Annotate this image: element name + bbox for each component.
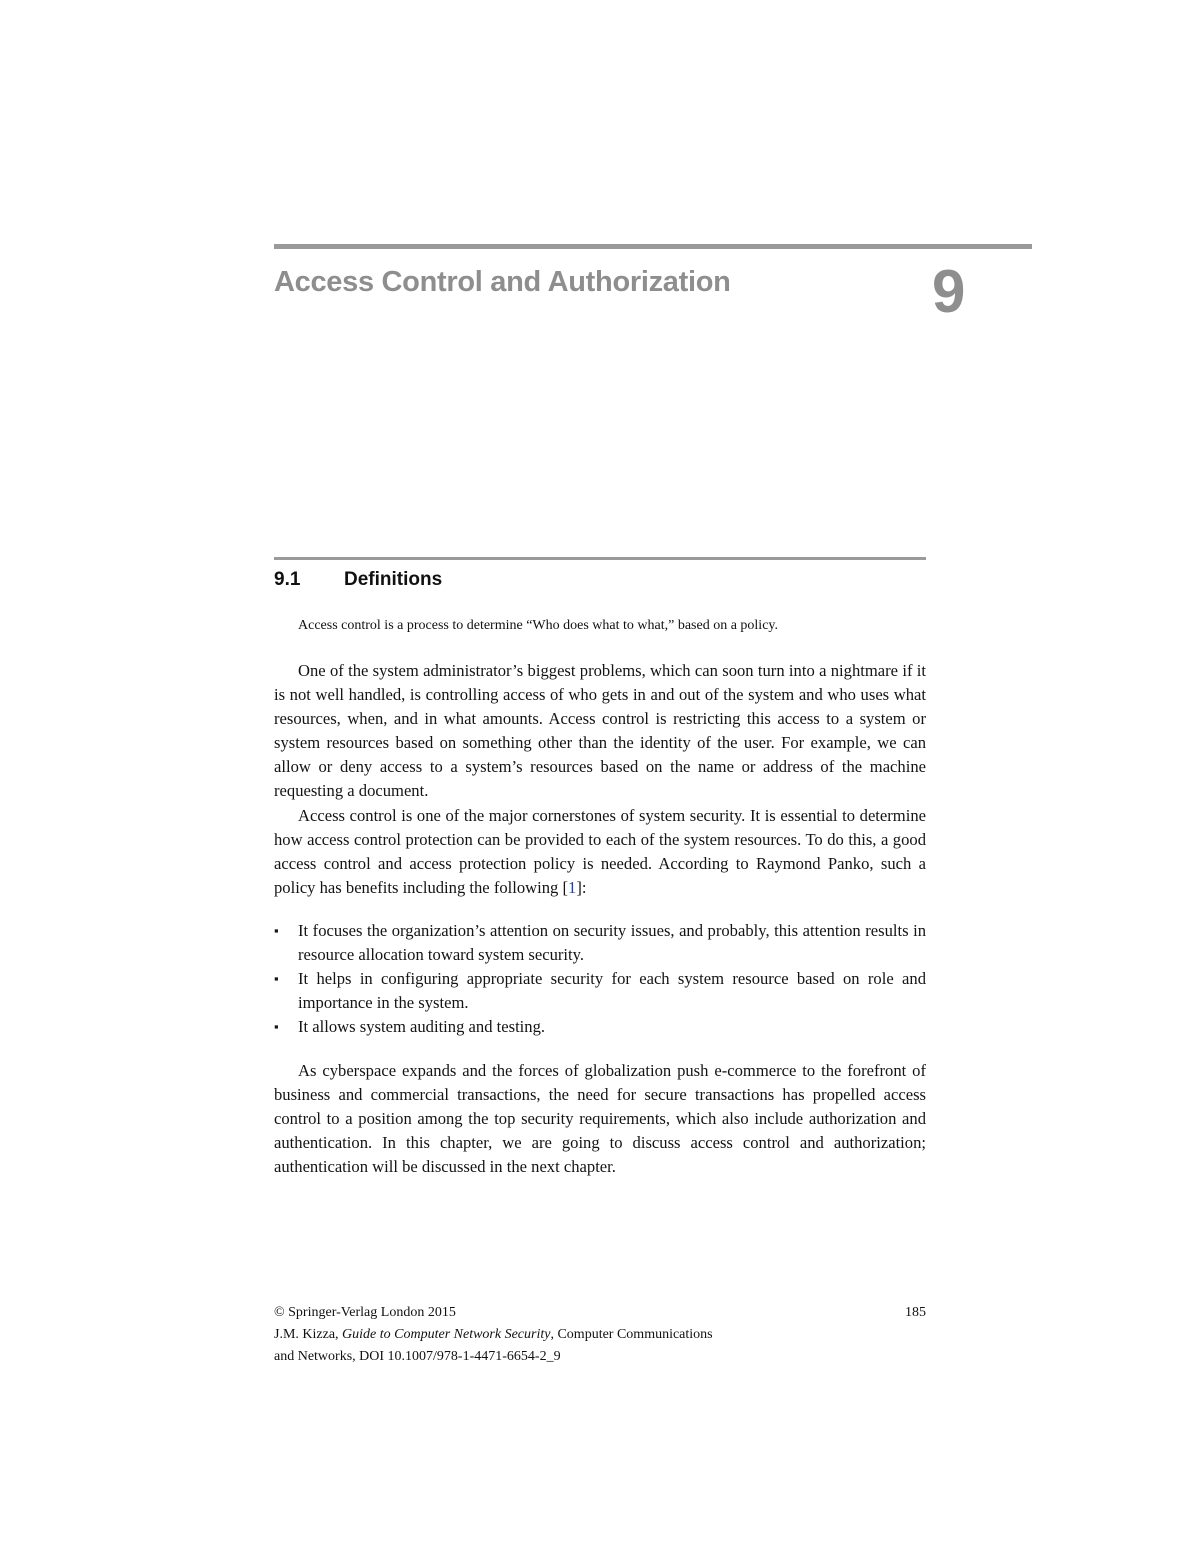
page-footer (274, 1302, 926, 1368)
footer-book-title: Guide to Computer Network Security (342, 1327, 551, 1342)
paragraph-3: As cyberspace expands and the forces of globalization push e-commerce to the forefront of business and commercial transactions, the need for secure transactions has propelled access control to a position among the top security requirements, which also include authorization and authentication. In this chapter, we are going to discuss access control and authorization; authentication will be discussed in the next chapter. (274, 1061, 926, 1177)
footer-series-part1: , Computer Communications (550, 1327, 713, 1342)
list-item (274, 967, 926, 1015)
list-item-text: It focuses the organization’s attention on security issues, and probably, this attention results in resource allocation toward system security. (298, 921, 926, 965)
section-rule (274, 557, 926, 560)
section-number: 9.1 (274, 569, 301, 590)
paragraph-2-end: ]: (576, 877, 587, 897)
list-item (274, 919, 926, 967)
chapter-number: 9 (932, 258, 966, 325)
copyright-line: © Springer-Verlag London 2015 (274, 1305, 456, 1320)
body-text-upper (274, 659, 926, 900)
list-item (274, 1015, 926, 1039)
list-item-text: It helps in configuring appropriate security for each system resource based on role and importance in the system. (298, 969, 926, 1013)
benefits-list (274, 919, 926, 1039)
section-title: Definitions (344, 569, 443, 590)
paragraph-2 (274, 804, 926, 900)
citation-link[interactable]: 1 (568, 877, 577, 897)
page-number: 185 (905, 1305, 926, 1320)
paragraph-1: One of the system administrator’s biggest problems, which can soon turn into a nightmare if it is not well handled, is controlling access of who gets in and out of the system and who uses what resources, when, and in what amounts. Access control is restricting this access to a system or system resources based on something other than the identity of the user. For example, we can allow or deny access to a system’s resources based on the name or address of the machine requesting a document. (274, 661, 926, 801)
paragraph-2-text: Access control is one of the major cornerstones of system security. It is essential to determine how access control protection can be provided to each of the system resources. To do this, a good access control and access protection policy is needed. According to Raymond Panko, such a policy has benefits including the following [ (274, 805, 926, 897)
chapter-top-rule (274, 244, 1032, 249)
bullet-icon: ▪ (274, 1019, 279, 1035)
footer-author: J.M. Kizza, (274, 1327, 339, 1342)
definition-statement: Access control is a process to determine “Who does what to what,” based on a policy. (298, 618, 778, 633)
chapter-title: Access Control and Authorization (274, 266, 731, 298)
bullet-icon: ▪ (274, 971, 279, 987)
bullet-icon: ▪ (274, 923, 279, 938)
body-text-lower (274, 1059, 926, 1179)
doi-line: and Networks, DOI 10.1007/978-1-4471-6654-2_9 (274, 1349, 561, 1364)
list-item-text: It allows system auditing and testing. (298, 1017, 546, 1037)
citation-line (274, 1324, 926, 1346)
section-heading (274, 569, 442, 591)
